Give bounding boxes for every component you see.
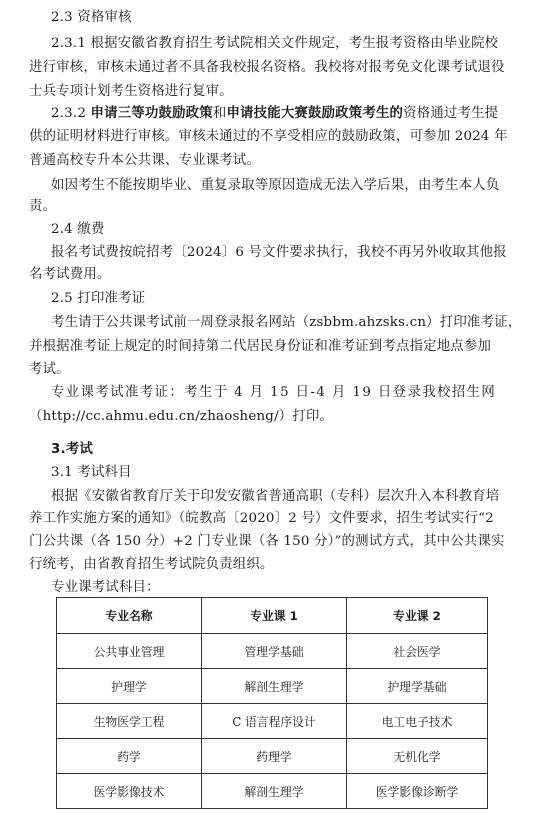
paragraph-line: 名考试费用。 (29, 267, 111, 282)
table-cell: 无机化学 (347, 739, 488, 774)
heading-2-4: 2.4 缴费 (51, 222, 105, 237)
paragraph-line: 考生请于公共课考试前一周登录报名网站（zsbbm.ahzsks.cn）打印准考证， (51, 315, 522, 330)
table-row (57, 704, 488, 739)
table-header-cell: 专业课 1 (202, 598, 347, 634)
heading-2-5: 2.5 打印准考证 (51, 291, 146, 306)
table-cell: 医学影像诊断学 (347, 774, 488, 809)
bold-phrase-2: 申请技能大赛鼓励政策考生的 (226, 106, 404, 121)
table-caption: 专业课考试科目： (51, 580, 160, 595)
table-cell: 护理学基础 (347, 669, 488, 704)
heading-section-3: 3.考试 (51, 442, 93, 457)
table-header-row (57, 598, 488, 634)
paragraph-line: 报名考试费按皖招考〔2024〕6 号文件要求执行，我校不再另外收取其他报 (51, 245, 507, 260)
paragraph-line: 根据《安徽省教育厅关于印发安徽省普通高职（专科）层次升入本科教育培 (51, 489, 500, 504)
table-cell: 管理学基础 (202, 634, 347, 669)
table-cell: 电工电子技术 (347, 704, 488, 739)
paragraph-line: 普通高校专升本公共课、专业课考试。 (29, 153, 261, 168)
paragraph-line: 养工作实施方案的通知》（皖教高〔2020〕2 号）文件要求，招生考试实行“2 (29, 511, 494, 526)
paragraph-line: 士兵专项计划考生资格进行复审。 (29, 84, 233, 99)
table-header-cell: 专业名称 (57, 598, 202, 634)
paragraph-line: 行统考，由省教育招生考试院负责组织。 (29, 557, 274, 572)
paragraph-line: 考试。 (29, 362, 70, 377)
paragraph-line: 进行审核，审核未通过者不具备我校报名资格。我校将对报考免文化课考试退役 (29, 60, 505, 75)
paragraph-line: 并根据准考证上规定的时间持第二代居民身份证和准考证到考点指定地点参加 (29, 339, 492, 354)
table-cell: 社会医学 (347, 634, 488, 669)
heading-3-1: 3.1 考试科目 (51, 465, 132, 480)
table-cell: 解剖生理学 (202, 774, 347, 809)
paragraph-line: （http://cc.ahmu.edu.cn/zhaosheng/）打印。 (29, 409, 334, 424)
table-cell: 生物医学工程 (57, 704, 202, 739)
table-row (57, 774, 488, 809)
paragraph-232-first-line (51, 105, 498, 123)
table-cell: 药理学 (202, 739, 347, 774)
paragraph-line: 专业课考试准考证：考生于 4 月 15 日-4 月 19 日登录我校招生网 (51, 385, 497, 400)
table-cell: 医学影像技术 (57, 774, 202, 809)
table-cell: 解剖生理学 (202, 669, 347, 704)
paragraph-line: 责。 (29, 199, 57, 214)
table-cell: 药学 (57, 739, 202, 774)
table-header-cell: 专业课 2 (347, 598, 488, 634)
table-cell: 公共事业管理 (57, 634, 202, 669)
paragraph-line: 如因考生不能按期毕业、重复录取等原因造成无法入学后果，由考生本人负 (51, 178, 500, 193)
conjunction: 和 (212, 106, 227, 121)
table-row (57, 634, 488, 669)
table-cell: C 语言程序设计 (202, 704, 347, 739)
table-row (57, 669, 488, 704)
table-cell: 护理学 (57, 669, 202, 704)
bold-phrase-1: 申请三等功鼓励政策 (90, 106, 213, 121)
paragraph-line: 2.3.1 根据安徽省教育招生考试院相关文件规定，考生报考资格由毕业院校 (51, 36, 499, 51)
paragraph-line: 门公共课（各 150 分）+2 门专业课（各 150 分）”的测试方式，其中公共课实 (29, 534, 505, 549)
paragraph-line: 供的证明材料进行审核。审核未通过的不享受相应的鼓励政策，可参加 2024 年 (29, 129, 508, 144)
exam-subjects-table (56, 597, 488, 809)
paragraph-text: 资格通过考生提 (403, 106, 499, 121)
table-row (57, 739, 488, 774)
clause-number: 2.3.2 (51, 106, 91, 121)
heading-2-3: 2.3 资格审核 (51, 10, 132, 25)
